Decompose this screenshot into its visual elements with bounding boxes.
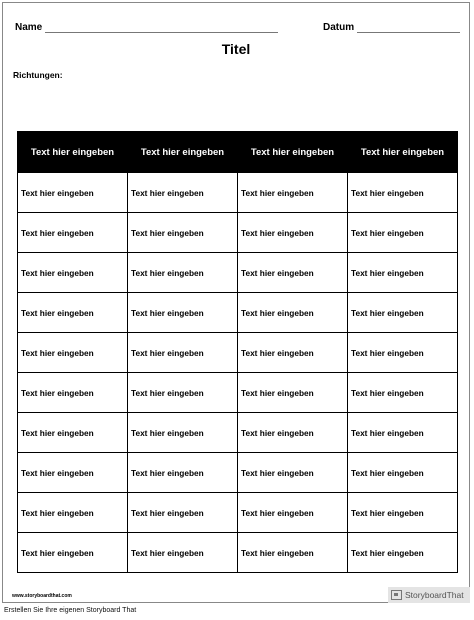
table-cell[interactable]: Text hier eingeben bbox=[238, 453, 348, 493]
table-row bbox=[18, 453, 458, 493]
table-row bbox=[18, 213, 458, 253]
table-cell[interactable]: Text hier eingeben bbox=[348, 253, 458, 293]
table-cell[interactable]: Text hier eingeben bbox=[348, 213, 458, 253]
table-header-cell[interactable]: Text hier eingeben bbox=[128, 132, 238, 173]
table-cell[interactable]: Text hier eingeben bbox=[348, 533, 458, 573]
table-cell[interactable]: Text hier eingeben bbox=[18, 493, 128, 533]
table-cell[interactable]: Text hier eingeben bbox=[348, 333, 458, 373]
table-cell[interactable]: Text hier eingeben bbox=[128, 533, 238, 573]
table-header-row bbox=[18, 132, 458, 173]
table-cell[interactable]: Text hier eingeben bbox=[128, 413, 238, 453]
date-line[interactable] bbox=[357, 32, 460, 33]
storyboard-logo-icon bbox=[391, 590, 402, 600]
table-cell[interactable]: Text hier eingeben bbox=[128, 293, 238, 333]
table-cell[interactable]: Text hier eingeben bbox=[348, 173, 458, 213]
worksheet-table bbox=[17, 131, 458, 573]
table-cell[interactable]: Text hier eingeben bbox=[238, 173, 348, 213]
table-cell[interactable]: Text hier eingeben bbox=[238, 533, 348, 573]
table-cell[interactable]: Text hier eingeben bbox=[348, 493, 458, 533]
table-cell[interactable]: Text hier eingeben bbox=[128, 213, 238, 253]
table-cell[interactable]: Text hier eingeben bbox=[18, 333, 128, 373]
table-cell[interactable]: Text hier eingeben bbox=[348, 453, 458, 493]
table-cell[interactable]: Text hier eingeben bbox=[348, 413, 458, 453]
table-cell[interactable]: Text hier eingeben bbox=[128, 333, 238, 373]
table-header-cell[interactable]: Text hier eingeben bbox=[18, 132, 128, 173]
table-row bbox=[18, 533, 458, 573]
name-line[interactable] bbox=[45, 32, 278, 33]
table-cell[interactable]: Text hier eingeben bbox=[238, 413, 348, 453]
table-cell[interactable]: Text hier eingeben bbox=[18, 173, 128, 213]
table-cell[interactable]: Text hier eingeben bbox=[18, 213, 128, 253]
table-cell[interactable]: Text hier eingeben bbox=[348, 373, 458, 413]
table-cell[interactable]: Text hier eingeben bbox=[238, 253, 348, 293]
table-header-cell[interactable]: Text hier eingeben bbox=[238, 132, 348, 173]
name-label: Name bbox=[15, 22, 43, 33]
table-cell[interactable]: Text hier eingeben bbox=[128, 173, 238, 213]
table-cell[interactable]: Text hier eingeben bbox=[128, 453, 238, 493]
table-cell[interactable]: Text hier eingeben bbox=[238, 493, 348, 533]
table-cell[interactable]: Text hier eingeben bbox=[348, 293, 458, 333]
table-cell[interactable]: Text hier eingeben bbox=[18, 453, 128, 493]
table-row bbox=[18, 413, 458, 453]
table-cell[interactable]: Text hier eingeben bbox=[18, 373, 128, 413]
site-url: www.storyboardthat.com bbox=[12, 593, 72, 599]
date-label: Datum bbox=[323, 22, 355, 33]
table-cell[interactable]: Text hier eingeben bbox=[238, 373, 348, 413]
table-cell[interactable]: Text hier eingeben bbox=[128, 493, 238, 533]
table-cell[interactable]: Text hier eingeben bbox=[238, 333, 348, 373]
table-row bbox=[18, 173, 458, 213]
table-row bbox=[18, 333, 458, 373]
table-cell[interactable]: Text hier eingeben bbox=[18, 293, 128, 333]
table-cell[interactable]: Text hier eingeben bbox=[128, 373, 238, 413]
table-cell[interactable]: Text hier eingeben bbox=[128, 253, 238, 293]
directions-label[interactable]: Richtungen: bbox=[13, 70, 63, 80]
page-title[interactable]: Titel bbox=[221, 41, 251, 57]
table-cell[interactable]: Text hier eingeben bbox=[18, 533, 128, 573]
table-row bbox=[18, 373, 458, 413]
table-cell[interactable]: Text hier eingeben bbox=[238, 213, 348, 253]
table-row bbox=[18, 493, 458, 533]
table-cell[interactable]: Text hier eingeben bbox=[18, 253, 128, 293]
brand-name: StoryboardThat bbox=[405, 590, 464, 600]
table-header-cell[interactable]: Text hier eingeben bbox=[348, 132, 458, 173]
brand-logo[interactable] bbox=[388, 587, 470, 603]
footer-text: Erstellen Sie Ihre eigenen Storyboard That bbox=[4, 607, 137, 614]
table-row bbox=[18, 253, 458, 293]
table-row bbox=[18, 293, 458, 333]
table-cell[interactable]: Text hier eingeben bbox=[238, 293, 348, 333]
worksheet-page bbox=[2, 2, 470, 603]
table-cell[interactable]: Text hier eingeben bbox=[18, 413, 128, 453]
